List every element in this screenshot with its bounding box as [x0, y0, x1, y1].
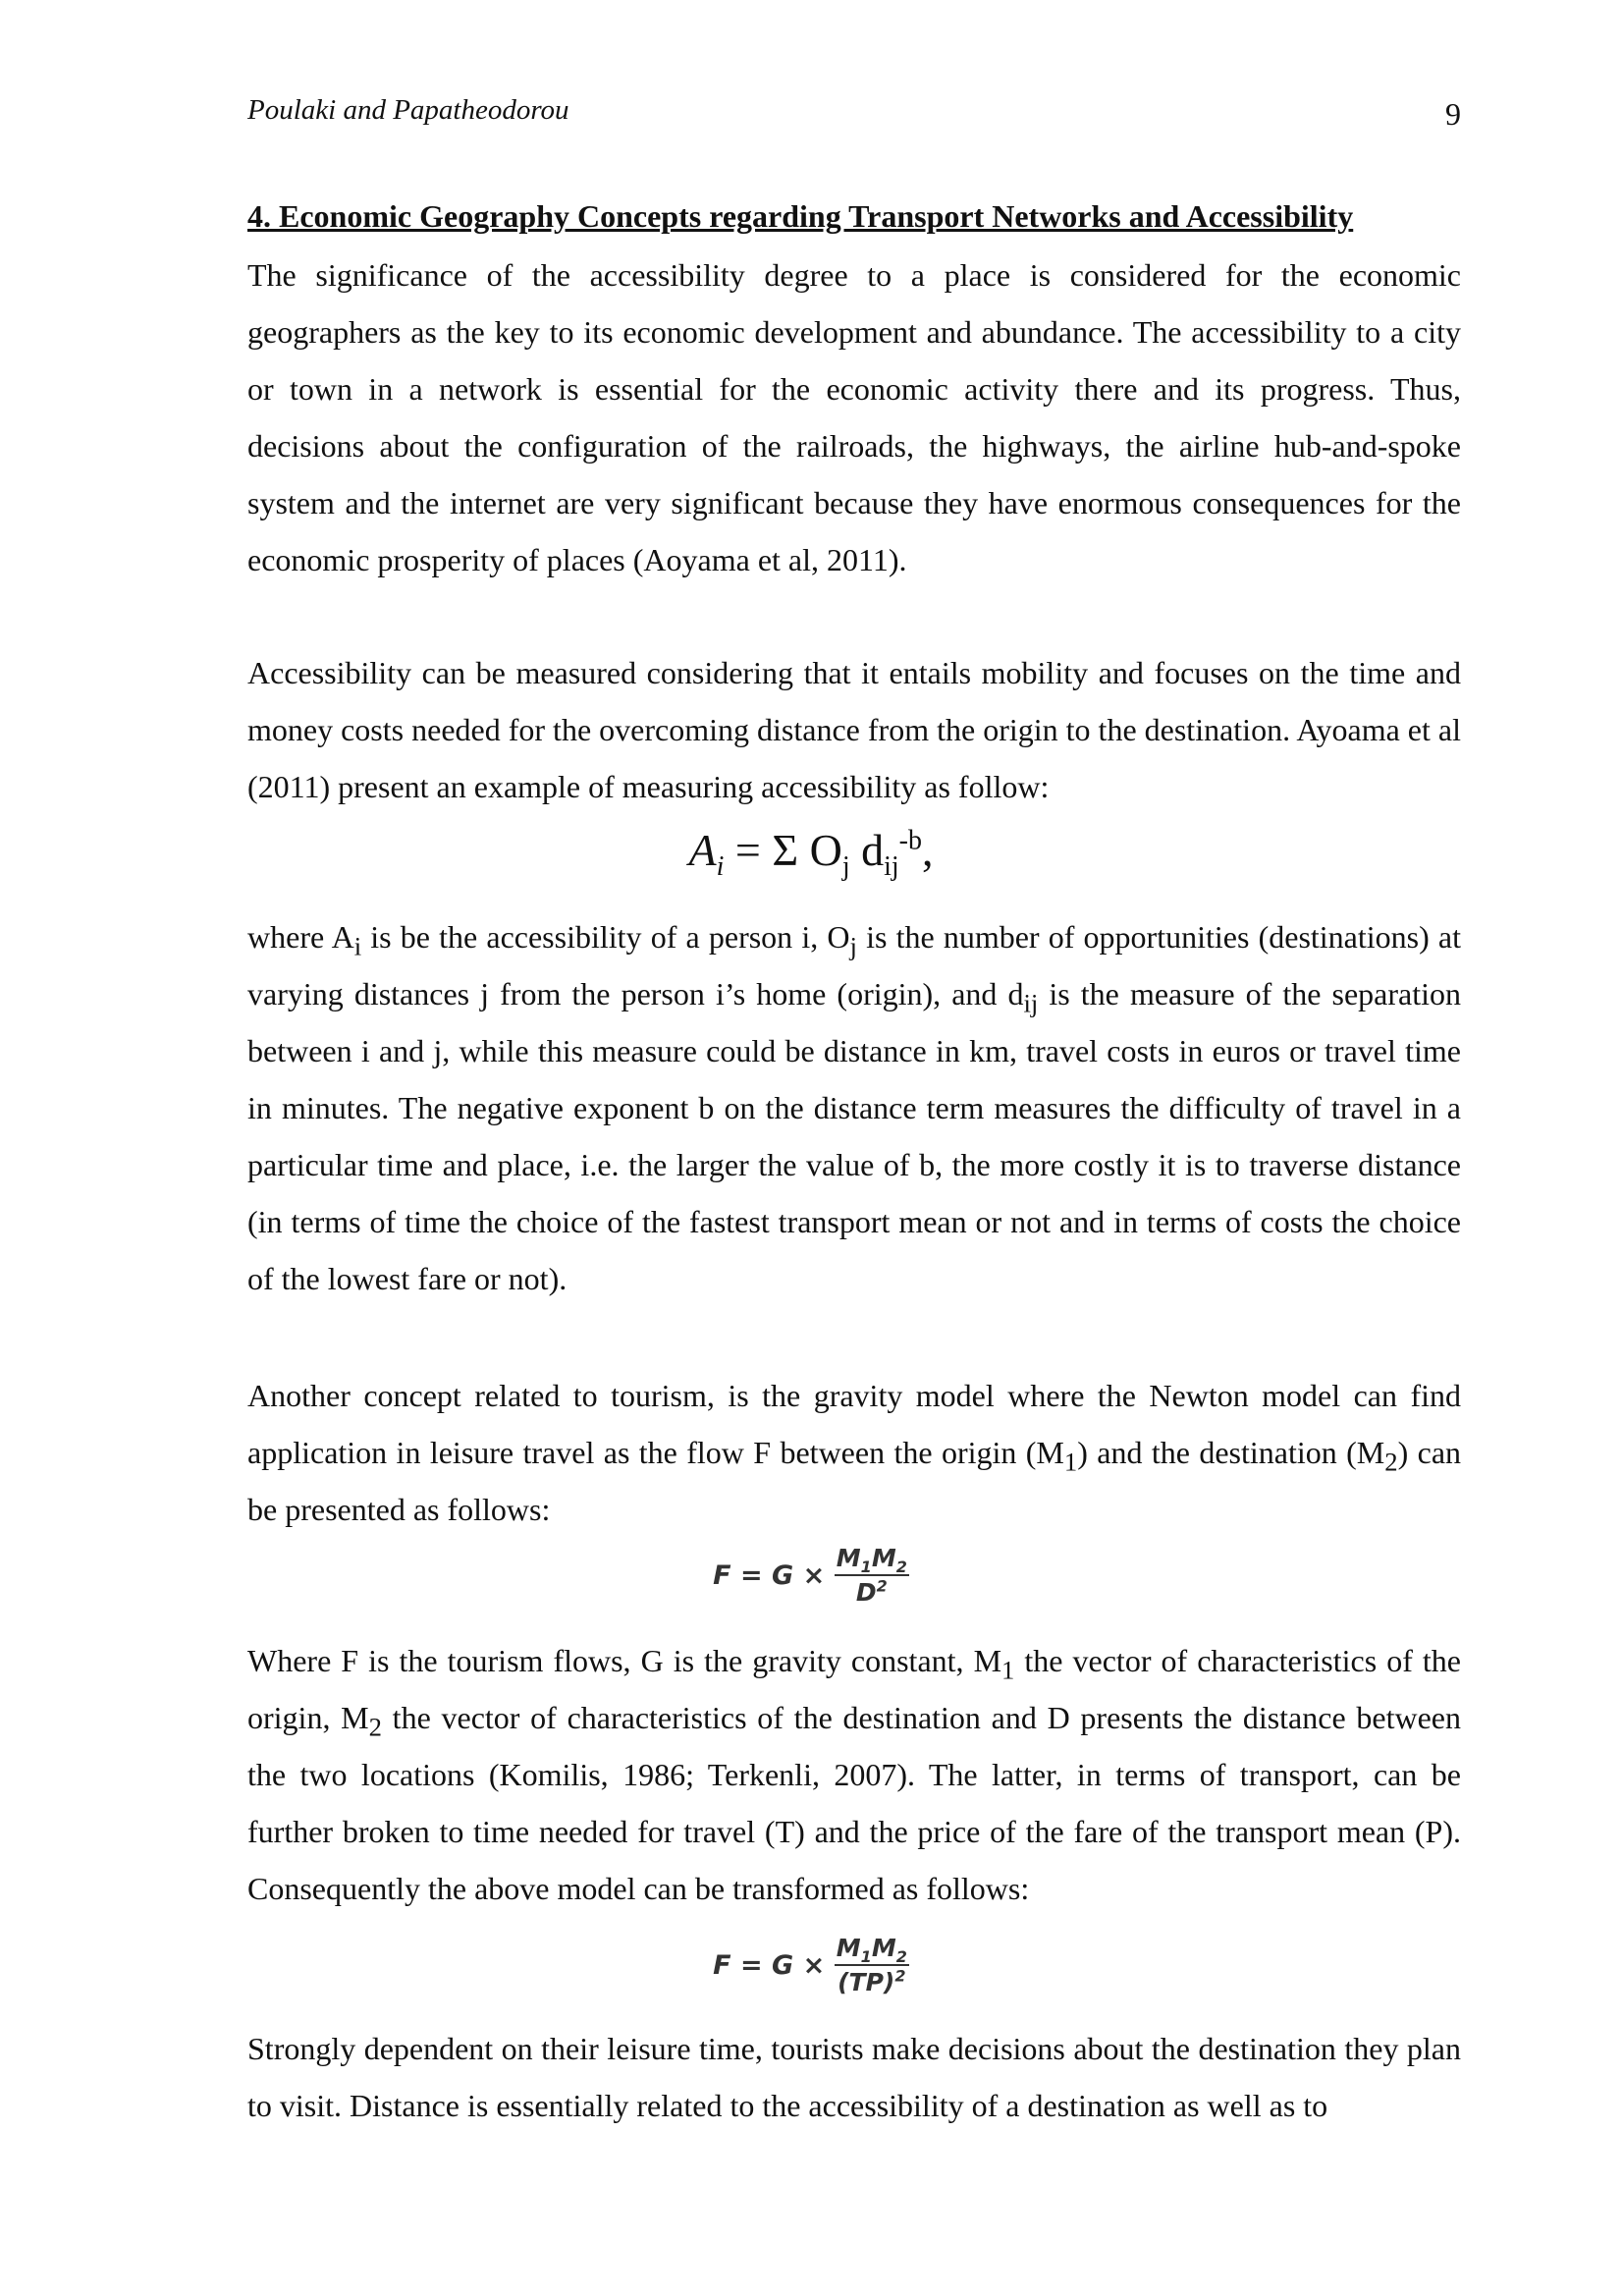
section-heading: 4. Economic Geography Concepts regarding Transport Networks and Accessibility: [247, 198, 1354, 234]
running-header: [247, 94, 1461, 132]
transformed-gravity-equation: F = G × $\frac{M_1M_2}{(TP)^2}$: [713, 1934, 907, 1996]
gravity-equation: F = G × $\frac{M_1M_2}{D^2}$: [713, 1544, 907, 1607]
accessibility-equation: $A_i = \Sigma$ $O_j$ $d_{ij}^{-b}$,: [688, 825, 934, 883]
paragraph-5: Where F is the tourism flows, G is the gravity constant, $M_1$ the vector of characteristics of the origin, $M_2$ the vector of characteristics of the destination and D presents the distance between the two locations (Komilis, 1986; Terkenli, 2007). The latter, in terms of transport, can be further broken to time needed for travel (T) and the price of the fare of the transport mean (P). Consequently the above model can be transformed as follows:: [247, 1643, 1462, 1906]
paragraph-6: Strongly dependent on their leisure time, tourists make decisions about the destination they plan to visit. Distance is essentially related to the accessibility of a destination as well as to: [247, 2031, 1461, 2123]
paragraph-4: Another concept related to tourism, is the gravity model where the Newton model can find application in leisure travel as the flow F between the origin $(M_1)$ and the destination $(M_2)$ can be presented as follows:: [247, 1378, 1462, 1527]
header-authors: Poulaki and Papatheodorou: [247, 94, 569, 126]
paragraph-1: The significance of the accessibility degree to a place is considered for the economic geographers as the key to its economic development and abundance. The accessibility to a city or town in a network is essential for the economic activity there and its progress. Thus, decisions about the configuration of the railroads, the highways, the airline hub-and-spoke system and the internet are very significant because they have enormous consequences for the economic prosperity of places (Aoyama et al, 2011).: [247, 257, 1461, 577]
paragraph-2: Accessibility can be measured considering that it entails mobility and focuses on the time and money costs needed for the overcoming distance from the origin to the destination. Ayoama et al (2011) present an example of measuring accessibility as follow:: [247, 655, 1461, 804]
paragraph-3: where $A_i$ is be the accessibility of a person i, $O_j$ is the number of opportunities (destinations) at varying distances j from the person i’s home (origin), and $d_{ij}$ is the measure of the separation between i and j, while this measure could be distance in km, travel costs in euros or travel time in minutes. The negative exponent b on the distance term measures the difficulty of travel in a particular time and place, i.e. the larger the value of b, the more costly it is to traverse distance (in terms of time the choice of the fastest transport mean or not and in terms of costs the choice of the lowest fare or not).: [247, 919, 1462, 1296]
page-number: 9: [1445, 96, 1461, 132]
